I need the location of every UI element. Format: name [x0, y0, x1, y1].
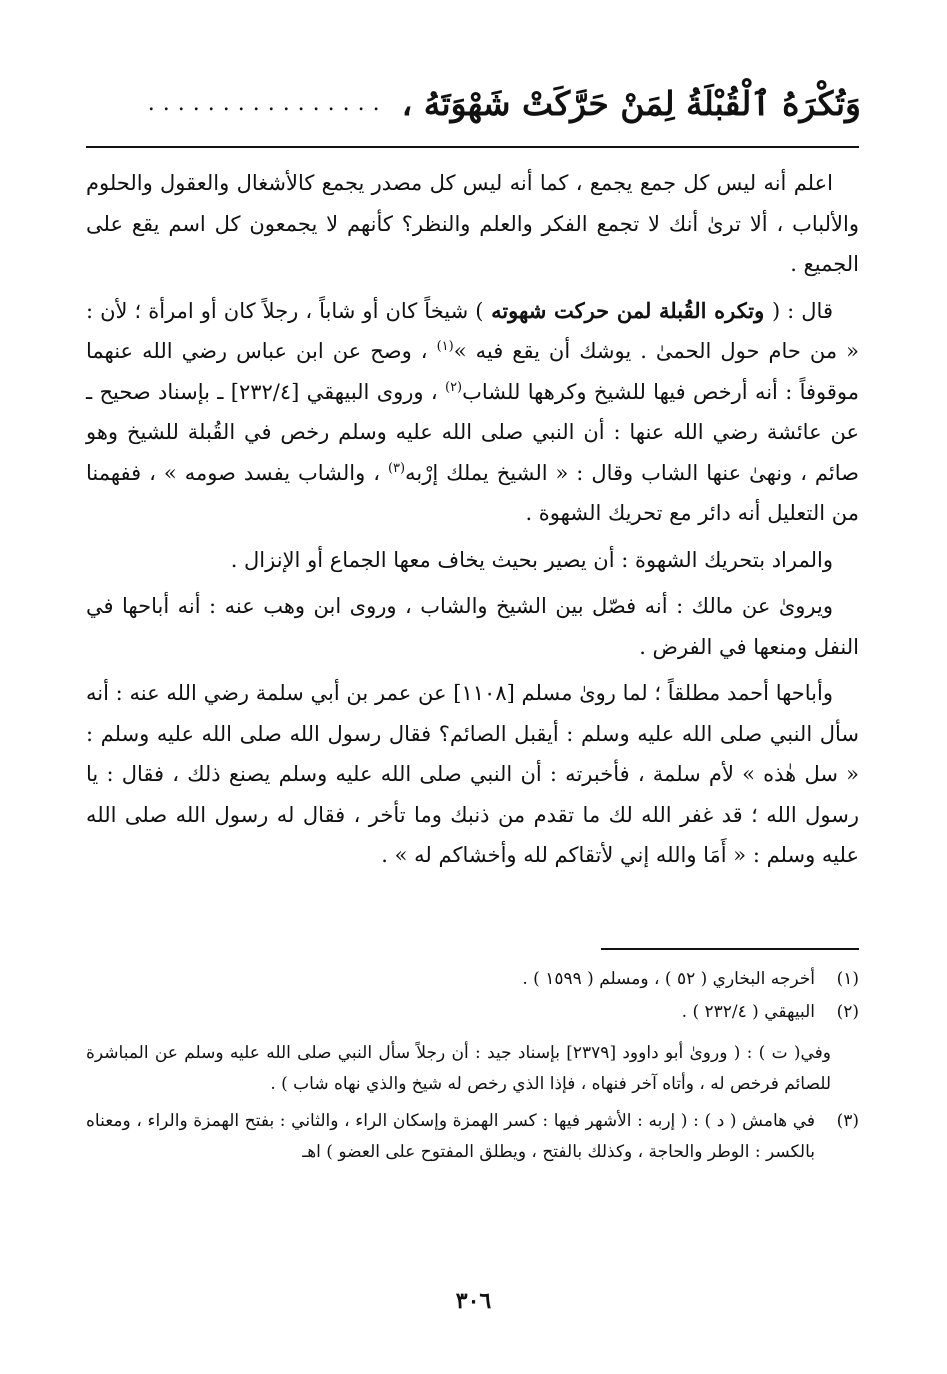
paragraph-2-text-e: ، والشاب يفسد صومه » ، ففهمنا من التعليل أنه دائر مع تحريك الشهوة .	[86, 460, 859, 525]
page-number: ٣٠٦	[455, 1288, 492, 1314]
main-text	[86, 163, 859, 882]
footnote-3-number: (٣)	[836, 1111, 859, 1131]
footnote-1-text: أخرجه البخاري ( ٥٢ ) ، ومسلم ( ١٥٩٩ ) .	[522, 969, 815, 989]
footnote-ref-1[interactable]: (١)	[436, 339, 454, 354]
paragraph-1-text: اعلم أنه ليس كل جمع يجمع ، كما أنه ليس كل مصدر يجمع كالأشغال والعقول والحلوم والألباب ، ألا ترىٰ أنك لا تجمع الفكر والعلم والنظر؟ كأنهم لا يجمعون كل اسم يقع على الجميع .	[86, 171, 859, 276]
footnote-2	[86, 997, 859, 1028]
footnotes	[86, 964, 859, 1170]
footnote-2-variant: وفي( ت ) : ( وروىٰ أبو داوود [٢٣٧٩] بإسناد جيد : أن رجلاً سأل النبي صلى الله عليه وسلم عن المباشرة للصائم فرخص له ، وأتاه آخر فنهاه ، فإذا الذي رخص له شيخ والذي نهاه شاب ) .	[86, 1043, 832, 1094]
footnote-1-number: (١)	[836, 969, 859, 989]
footnote-3-text: في هامش ( د ) : ( إربه : الأشهر فيها : كسر الهمزة وإسكان الراء ، والثاني : بفتح الهمزة والراء ، ومعناه بالكسر : الوطر والحاجة ، وكذلك بالفتح ، ويطلق المفتوح على العضو ) اهـ	[86, 1111, 815, 1162]
paragraph-1	[86, 163, 859, 285]
header-rule	[86, 146, 859, 148]
footnote-1	[86, 964, 859, 995]
paragraph-4	[86, 586, 859, 667]
running-header	[86, 74, 861, 124]
paragraph-5-text: وأباحها أحمد مطلقاً ؛ لما روىٰ مسلم [١١٠٨] عن عمر بن أبي سلمة رضي الله عنه : أنه سأل النبي صلى الله عليه وسلم : أيقبل الصائم؟ فقال رسول الله صلى الله عليه وسلم : « سل هٰذه » لأم سلمة ، فأخبرته : أن النبي صلى الله عليه وسلم يصنع ذلك ، فقال : يا رسول الله ؛ قد غفر الله لك ما تقدم من ذنبك وما تأخر ، فقال له رسول الله صلى الله عليه وسلم : « أَمَا والله إني لأتقاكم لله وأخشاكم له » .	[86, 681, 859, 867]
footnote-3	[86, 1106, 859, 1168]
header-title: وَتُكْرَهُ ٱلْقُبْلَةُ لِمَنْ حَرَّكَتْ شَهْوَتَهُ ،	[401, 84, 861, 123]
footnote-rule	[601, 948, 859, 950]
paragraph-4-text: ويروىٰ عن مالك : أنه فصّل بين الشيخ والشاب ، وروى ابن وهب عنه : أنه أباحها في النفل ومنعها في الفرض .	[86, 594, 859, 659]
header-dots: ................	[147, 91, 388, 116]
paragraph-3-text: والمراد بتحريك الشهوة : أن يصير بحيث يخاف معها الجماع أو الإنزال .	[230, 547, 833, 572]
paragraph-2-text-d: ، وروى البيهقي [٢٣٢/٤] ـ بإسناد صحيح ـ عن عائشة رضي الله عنها : أن النبي صلى الله عليه وسلم رخص في القُبلة للشيخ وهو صائم ، ونهىٰ عنها الشاب وقال : « الشيخ يملك إرْبه	[86, 379, 859, 485]
paragraph-2-matn: وتكره القُبلة لمن حركت شهوته	[483, 297, 772, 323]
paragraph-2-text-a: قال : (	[771, 298, 833, 323]
paragraph-5	[86, 673, 859, 876]
footnote-ref-3[interactable]: (٣)	[387, 460, 406, 476]
paragraph-2-text-b: ) شيخاً كان أو شاباً ، رجلاً كان أو امرأة ؛ لأن : « من حام حول الحمىٰ . يوشك أن يقع فيه »	[86, 298, 859, 363]
paragraph-3	[86, 540, 859, 581]
footnote-2-text: البيهقي ( ٢٣٢/٤ ) .	[681, 1002, 815, 1022]
paragraph-2-text-c: ، وصح عن ابن عباس رضي الله عنهما موقوفاً : أنه أرخص فيها للشيخ وكرهها للشاب	[86, 339, 860, 404]
footnote-ref-2[interactable]: (٢)	[444, 379, 463, 395]
footnote-2-number: (٢)	[836, 1002, 859, 1022]
paragraph-2	[86, 291, 859, 534]
